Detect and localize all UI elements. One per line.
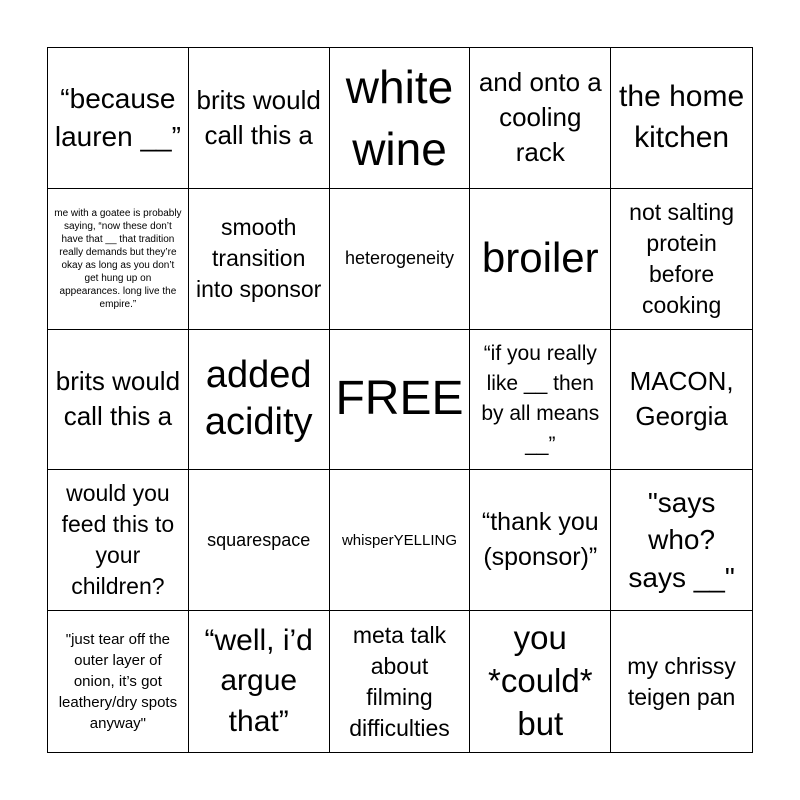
bingo-cell-r5c2[interactable]: “well, i’d argue that” bbox=[189, 611, 330, 752]
bingo-cell-r5c5[interactable]: my chrissy teigen pan bbox=[627, 652, 736, 710]
bingo-cell-r2c1[interactable]: me with a goatee is probably saying, “now these don’t have that __ that tradition really demands but they’re okay as long as you don’t get hung up on appearances. long live the empire.” bbox=[48, 189, 189, 330]
bingo-cell-r3c1[interactable]: brits would call this a bbox=[48, 330, 189, 471]
bingo-cell-r2c2[interactable]: smooth transition into sponsor bbox=[189, 189, 330, 330]
bingo-cell-r2c3[interactable]: heterogeneity bbox=[330, 189, 471, 330]
bingo-cell-r4c1[interactable]: would you feed this to your children? bbox=[48, 470, 189, 611]
bingo-cell-r5c1[interactable]: "just tear off the outer layer of onion, it’s got leathery/dry spots anyway" bbox=[48, 611, 189, 752]
bingo-cell-r5c4[interactable]: you *could* but bbox=[470, 611, 611, 752]
bingo-cell-r1c5[interactable]: the home kitchen bbox=[611, 48, 752, 189]
bingo-cell-r3c4[interactable]: “if you really like __ then by all means __” bbox=[470, 330, 611, 471]
bingo-cell-r4c4[interactable]: “thank you (sponsor)” bbox=[470, 470, 611, 611]
bingo-cell-r4c2[interactable]: squarespace bbox=[189, 470, 330, 611]
bingo-cell-r1c2[interactable]: brits would call this a bbox=[189, 48, 330, 189]
bingo-cell-r3c2[interactable]: added acidity bbox=[189, 330, 330, 471]
bingo-cell-r2c5[interactable]: not salting protein before cooking bbox=[611, 189, 752, 330]
bingo-cell-r3c3-free[interactable]: FREE bbox=[330, 330, 471, 471]
bingo-cell-r1c4[interactable]: and onto a cooling rack bbox=[470, 48, 611, 189]
bingo-cell-r4c3[interactable]: whisperYELLING bbox=[330, 470, 471, 611]
bingo-board bbox=[47, 47, 753, 753]
bingo-cell-r1c3[interactable]: white wine bbox=[330, 48, 471, 189]
bingo-cell-r4c5[interactable]: "says who? says __" bbox=[611, 470, 752, 611]
bingo-cell-r1c1[interactable]: “because lauren __” bbox=[48, 48, 189, 189]
bingo-cell-r5c3[interactable]: meta talk about filming difficulties bbox=[330, 611, 471, 752]
bingo-cell-r2c4[interactable]: broiler bbox=[470, 189, 611, 330]
bingo-cell-r3c5[interactable]: MACON, Georgia bbox=[611, 330, 752, 471]
